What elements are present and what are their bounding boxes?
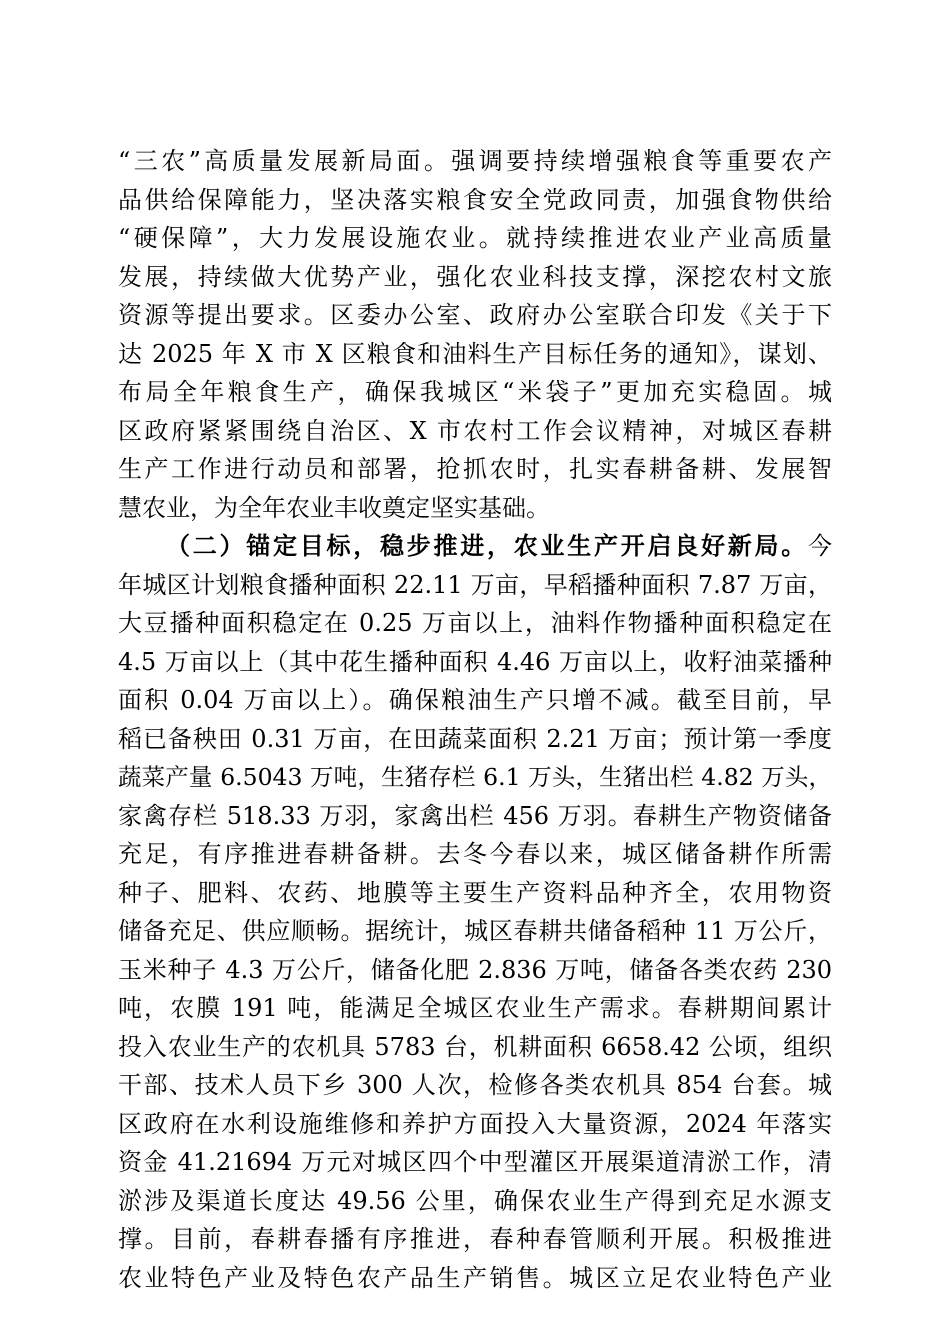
section-heading: （二）锚定目标，稳步推进，农业生产开启良好新局。 <box>166 531 808 560</box>
text-line: 储备充足、供应顺畅。据统计，城区春耕共储备稻种 11 万公斤， <box>118 917 832 945</box>
text-line: 撑。目前，春耕春播有序推进，春种春管顺利开展。积极推进 <box>118 1225 832 1253</box>
text-line: 资金 41.21694 万元对城区四个中型灌区开展渠道清淤工作，清 <box>118 1148 832 1176</box>
text-line: 投入农业生产的农机具 5783 台，机耕面积 6658.42 公顷，组织 <box>118 1032 832 1061</box>
body-text <box>118 142 832 1297</box>
text-line: 生产工作进行动员和部署，抢抓农时，扎实春耕备耕、发展智 <box>118 455 832 483</box>
text-line: 蔬菜产量 6.5043 万吨，生猪存栏 6.1 万头，生猪出栏 4.82 万头， <box>118 763 832 791</box>
section-heading-line <box>118 527 832 566</box>
text-line: 大豆播种面积稳定在 0.25 万亩以上，油料作物播种面积稳定在 <box>118 609 832 637</box>
text-line: 家禽存栏 518.33 万羽，家禽出栏 456 万羽。春耕生产物资储备 <box>118 801 832 830</box>
paragraph-2 <box>118 527 832 1297</box>
text-line: 区政府在水利设施维修和养护方面投入大量资源，2024 年落实 <box>118 1109 832 1138</box>
text-line: 品供给保障能力，坚决落实粮食安全党政同责，加强食物供给 <box>118 185 832 214</box>
paragraph-1 <box>118 142 832 527</box>
text-line: 充足，有序推进春耕备耕。去冬今春以来，城区储备耕作所需 <box>118 840 832 868</box>
text-line: 发展，持续做大优势产业，强化农业科技支撑，深挖农村文旅 <box>118 262 832 291</box>
text-line: 稻已备秧田 0.31 万亩，在田蔬菜面积 2.21 万亩；预计第一季度 <box>118 724 832 753</box>
text-line: 淤涉及渠道长度达 49.56 公里，确保农业生产得到充足水源支 <box>118 1186 832 1215</box>
text-line: 干部、技术人员下乡 300 人次，检修各类农机具 854 台套。城 <box>118 1071 832 1099</box>
text-line: 达 2025 年 X 市 X 区粮食和油料生产目标任务的通知》，谋划、 <box>118 339 832 368</box>
text-line: 面积 0.04 万亩以上）。确保粮油生产只增不减。截至目前，早 <box>118 686 832 714</box>
text-line: 资源等提出要求。区委办公室、政府办公室联合印发《关于下 <box>118 301 832 329</box>
text-line: “硬保障”，大力发展设施农业。就持续推进农业产业高质量 <box>118 224 832 252</box>
text-line: 种子、肥料、农药、地膜等主要生产资料品种齐全，农用物资 <box>118 878 832 907</box>
heading-line-rest: 今 <box>808 532 832 560</box>
text-line: 玉米种子 4.3 万公斤，储备化肥 2.836 万吨，储备各类农药 230 <box>118 955 832 984</box>
text-line: 布局全年粮食生产，确保我城区“米袋子”更加充实稳固。城 <box>118 378 832 406</box>
text-line: 慧农业，为全年农业丰收奠定坚实基础。 <box>118 493 550 522</box>
text-line: 年城区计划粮食播种面积 22.11 万亩，早稻播种面积 7.87 万亩， <box>118 570 832 599</box>
text-line: “三农”高质量发展新局面。强调要持续增强粮食等重要农产 <box>118 147 832 175</box>
text-line: 农业特色产业及特色农产品生产销售。城区立足农业特色产业 <box>118 1263 832 1292</box>
text-line: 吨，农膜 191 吨，能满足全城区农业生产需求。春耕期间累计 <box>118 994 832 1022</box>
text-line: 4.5 万亩以上（其中花生播种面积 4.46 万亩以上，收籽油菜播种 <box>118 647 832 676</box>
text-line: 区政府紧紧围绕自治区、X 市农村工作会议精神，对城区春耕 <box>118 416 832 445</box>
